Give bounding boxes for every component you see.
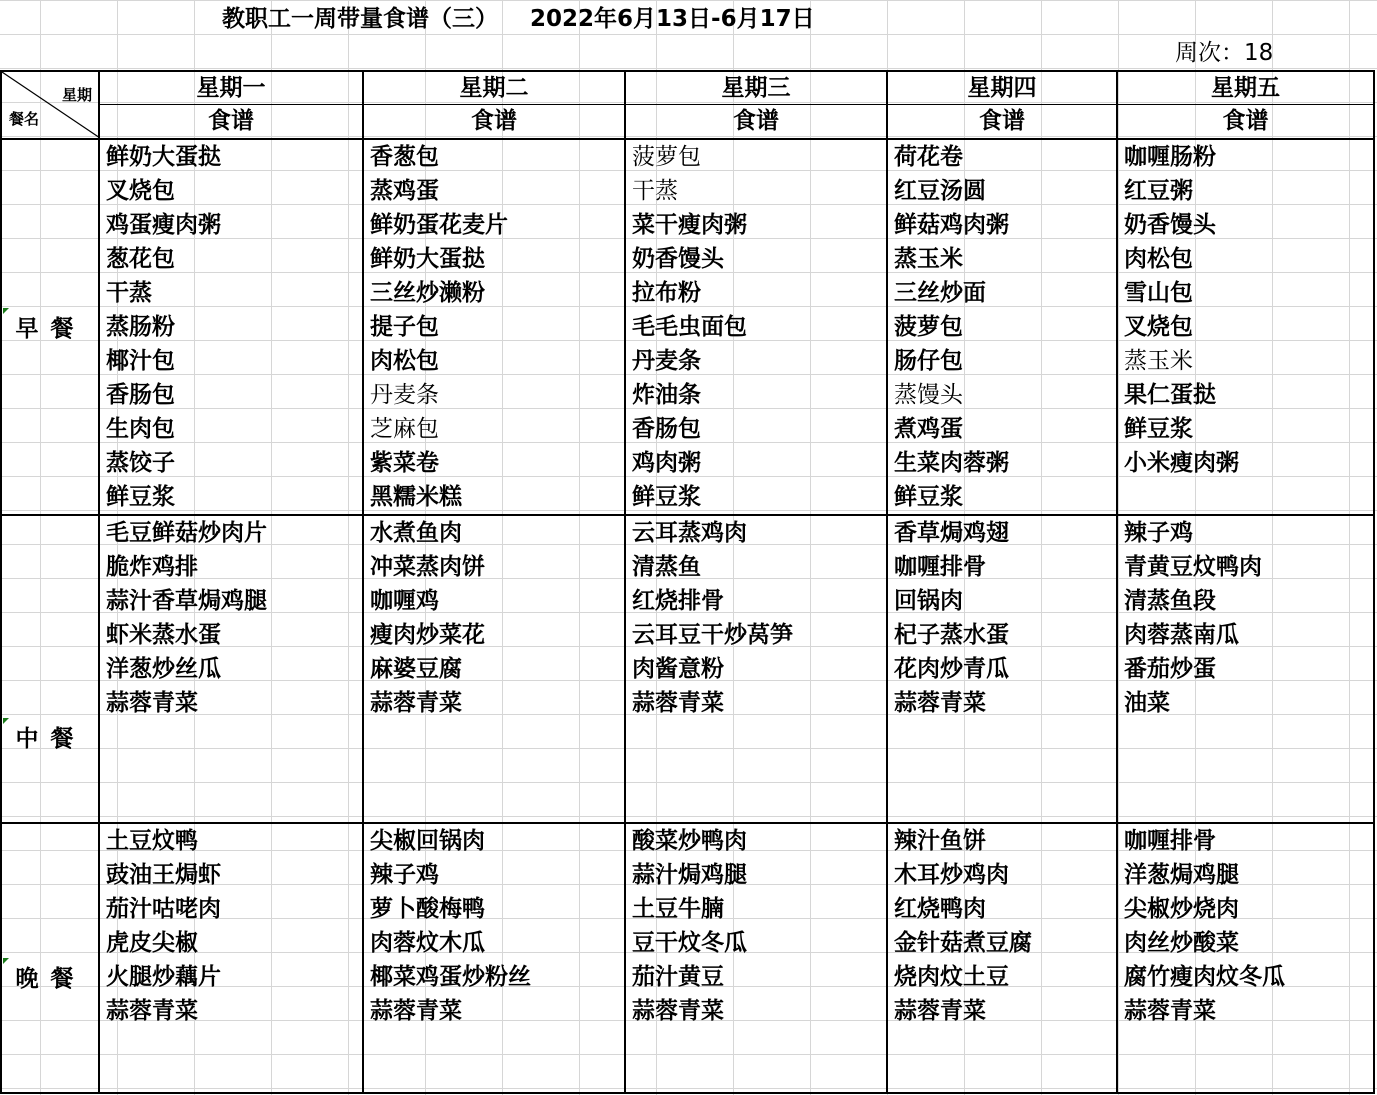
dish: 黑糯米糕 bbox=[370, 484, 462, 510]
dish: 萝卜酸梅鸭 bbox=[370, 896, 485, 922]
dish: 腐竹瘦肉炆冬瓜 bbox=[1124, 964, 1285, 990]
dish: 烧肉炆土豆 bbox=[894, 964, 1009, 990]
dish: 洋葱炒丝瓜 bbox=[106, 656, 221, 682]
recipe-label: 食谱 bbox=[1222, 108, 1269, 134]
dish: 尖椒回锅肉 bbox=[370, 828, 485, 854]
dish: 金针菇煮豆腐 bbox=[894, 930, 1032, 956]
dish: 生菜肉蓉粥 bbox=[894, 450, 1009, 476]
dish: 紫菜卷 bbox=[370, 450, 439, 476]
dish: 青黄豆炆鸭肉 bbox=[1124, 554, 1262, 580]
dish: 蒸鸡蛋 bbox=[370, 178, 439, 204]
dish: 毛豆鲜菇炒肉片 bbox=[106, 520, 267, 546]
dish: 蒸玉米 bbox=[1124, 348, 1193, 374]
meal-label-lunch: 中餐 bbox=[15, 726, 86, 752]
dish: 咖喱排骨 bbox=[894, 554, 986, 580]
dish: 红烧鸭肉 bbox=[894, 896, 986, 922]
dish: 奶香馒头 bbox=[1124, 212, 1216, 238]
corner-cell bbox=[1, 71, 99, 139]
dish: 尖椒炒烧肉 bbox=[1124, 896, 1239, 922]
dish: 回锅肉 bbox=[894, 588, 963, 614]
dish: 鲜奶大蛋挞 bbox=[370, 246, 485, 272]
lunch-thu bbox=[887, 515, 1117, 823]
lunch-tue bbox=[363, 515, 625, 823]
dinner-row bbox=[1, 823, 1374, 1093]
dish: 杞子蒸水蛋 bbox=[894, 622, 1009, 648]
dish: 蒜蓉青菜 bbox=[894, 690, 986, 716]
dish: 番茄炒蛋 bbox=[1124, 656, 1216, 682]
dish: 菠萝包 bbox=[632, 144, 701, 170]
breakfast-mon bbox=[99, 139, 363, 515]
dish: 雪山包 bbox=[1124, 280, 1193, 306]
dish: 生肉包 bbox=[106, 416, 175, 442]
day-header-tue bbox=[363, 71, 625, 139]
dish: 蒜蓉青菜 bbox=[370, 690, 462, 716]
dish: 鸡蛋瘦肉粥 bbox=[106, 212, 221, 238]
dish: 肉蓉炆木瓜 bbox=[370, 930, 485, 956]
dish: 椰汁包 bbox=[106, 348, 175, 374]
lunch-wed bbox=[625, 515, 887, 823]
meal-label-cell bbox=[1, 139, 99, 515]
dish: 蒜蓉青菜 bbox=[894, 998, 986, 1024]
dish: 土豆炆鸭 bbox=[106, 828, 198, 854]
dish: 鲜豆浆 bbox=[894, 484, 963, 510]
day-name: 星期三 bbox=[626, 72, 886, 105]
dish: 咖喱排骨 bbox=[1124, 828, 1216, 854]
dish: 香草焗鸡翅 bbox=[894, 520, 1009, 546]
dish: 清蒸鱼段 bbox=[1124, 588, 1216, 614]
dish: 辣子鸡 bbox=[1124, 520, 1193, 546]
dish: 脆炸鸡排 bbox=[106, 554, 198, 580]
dish: 毛毛虫面包 bbox=[632, 314, 747, 340]
dish: 蒜蓉青菜 bbox=[632, 690, 724, 716]
dish: 红豆粥 bbox=[1124, 178, 1193, 204]
dish: 冲菜蒸肉饼 bbox=[370, 554, 485, 580]
recipe-label: 食谱 bbox=[471, 108, 517, 134]
corner-meal-label: 餐名 bbox=[9, 110, 40, 128]
dish: 香肠包 bbox=[632, 416, 701, 442]
breakfast-tue bbox=[363, 139, 625, 515]
dish: 瘦肉炒菜花 bbox=[370, 622, 485, 648]
dish: 鲜奶大蛋挞 bbox=[106, 144, 221, 170]
dish: 煮鸡蛋 bbox=[894, 416, 963, 442]
dish: 肠仔包 bbox=[894, 348, 963, 374]
dish: 豉油王焗虾 bbox=[106, 862, 221, 888]
dish: 茄汁咕咾肉 bbox=[106, 896, 221, 922]
dish: 三丝炒面 bbox=[894, 280, 986, 306]
day-name: 星期一 bbox=[100, 72, 362, 105]
dish: 虾米蒸水蛋 bbox=[106, 622, 221, 648]
dinner-thu bbox=[887, 823, 1117, 1093]
dish: 蒜蓉青菜 bbox=[632, 998, 724, 1024]
dish: 肉酱意粉 bbox=[632, 656, 724, 682]
dish: 蒸玉米 bbox=[894, 246, 963, 272]
dish: 红豆汤圆 bbox=[894, 178, 986, 204]
dish: 叉烧包 bbox=[106, 178, 175, 204]
recipe-label: 食谱 bbox=[979, 108, 1025, 134]
day-name: 星期四 bbox=[888, 72, 1116, 105]
day-header-wed bbox=[625, 71, 887, 139]
dish: 椰菜鸡蛋炒粉丝 bbox=[370, 964, 531, 990]
dish: 云耳蒸鸡肉 bbox=[632, 520, 747, 546]
dish: 洋葱焗鸡腿 bbox=[1124, 862, 1239, 888]
dish: 红烧排骨 bbox=[632, 588, 724, 614]
day-name: 星期二 bbox=[364, 72, 624, 105]
recipe-label: 食谱 bbox=[733, 108, 779, 134]
meal-label-breakfast: 早餐 bbox=[15, 316, 86, 342]
breakfast-thu bbox=[887, 139, 1117, 515]
dish: 香葱包 bbox=[370, 144, 439, 170]
dish: 菠萝包 bbox=[894, 314, 963, 340]
dish: 拉布粉 bbox=[632, 280, 701, 306]
day-header-thu bbox=[887, 71, 1117, 139]
lunch-fri bbox=[1117, 515, 1374, 823]
dish: 蒸馒头 bbox=[894, 382, 963, 408]
dish: 清蒸鱼 bbox=[632, 554, 701, 580]
header-row bbox=[1, 71, 1374, 139]
dish: 葱花包 bbox=[106, 246, 175, 272]
dish: 干蒸 bbox=[632, 178, 678, 204]
dish: 蒜蓉青菜 bbox=[1124, 998, 1216, 1024]
dish: 香肠包 bbox=[106, 382, 175, 408]
dish: 炸油条 bbox=[632, 382, 701, 408]
day-name: 星期五 bbox=[1118, 72, 1373, 105]
dish: 芝麻包 bbox=[370, 416, 439, 442]
dish: 水煮鱼肉 bbox=[370, 520, 462, 546]
dish: 丹麦条 bbox=[632, 348, 701, 374]
dish: 鲜菇鸡肉粥 bbox=[894, 212, 1009, 238]
dish: 奶香馒头 bbox=[632, 246, 724, 272]
dish: 三丝炒濑粉 bbox=[370, 280, 485, 306]
dish: 丹麦条 bbox=[370, 382, 439, 408]
dish: 鲜豆浆 bbox=[106, 484, 175, 510]
lunch-mon bbox=[99, 515, 363, 823]
dish: 叉烧包 bbox=[1124, 314, 1193, 340]
day-header-mon bbox=[99, 71, 363, 139]
dish: 麻婆豆腐 bbox=[370, 656, 462, 682]
dish: 蒜汁焗鸡腿 bbox=[632, 862, 747, 888]
meal-label-cell bbox=[1, 823, 99, 1093]
dinner-mon bbox=[99, 823, 363, 1093]
dish: 油菜 bbox=[1124, 690, 1170, 716]
dish: 肉松包 bbox=[370, 348, 439, 374]
dish: 蒜汁香草焗鸡腿 bbox=[106, 588, 267, 614]
dish: 荷花卷 bbox=[894, 144, 963, 170]
meal-label-cell bbox=[1, 515, 99, 823]
dish: 肉松包 bbox=[1124, 246, 1193, 272]
dish: 云耳豆干炒莴笋 bbox=[632, 622, 793, 648]
dish: 鲜奶蛋花麦片 bbox=[370, 212, 508, 238]
meal-label-dinner: 晚餐 bbox=[15, 966, 86, 992]
dish: 蒜蓉青菜 bbox=[106, 998, 198, 1024]
dish: 土豆牛腩 bbox=[632, 896, 724, 922]
dish: 蒜蓉青菜 bbox=[106, 690, 198, 716]
dish: 菜干瘦肉粥 bbox=[632, 212, 747, 238]
dish: 虎皮尖椒 bbox=[106, 930, 198, 956]
dish: 辣子鸡 bbox=[370, 862, 439, 888]
lunch-row bbox=[1, 515, 1374, 823]
day-header-fri bbox=[1117, 71, 1374, 139]
dish: 肉蓉蒸南瓜 bbox=[1124, 622, 1239, 648]
dish: 咖喱肠粉 bbox=[1124, 144, 1216, 170]
page-title: 教职工一周带量食谱（三） 2022年6月13日-6月17日 bbox=[222, 6, 815, 32]
dish: 火腿炒藕片 bbox=[106, 964, 221, 990]
dish: 豆干炆冬瓜 bbox=[632, 930, 747, 956]
dish: 咖喱鸡 bbox=[370, 588, 439, 614]
dish: 蒜蓉青菜 bbox=[370, 998, 462, 1024]
breakfast-row bbox=[1, 139, 1374, 515]
dish: 茄汁黄豆 bbox=[632, 964, 724, 990]
breakfast-fri bbox=[1117, 139, 1374, 515]
dish: 果仁蛋挞 bbox=[1124, 382, 1216, 408]
dish: 酸菜炒鸭肉 bbox=[632, 828, 747, 854]
dish: 花肉炒青瓜 bbox=[894, 656, 1009, 682]
corner-day-label: 星期 bbox=[61, 86, 92, 104]
week-number: 周次：18 bbox=[1175, 40, 1274, 66]
dinner-wed bbox=[625, 823, 887, 1093]
dish: 干蒸 bbox=[106, 280, 152, 306]
recipe-label: 食谱 bbox=[208, 108, 254, 134]
breakfast-wed bbox=[625, 139, 887, 515]
dish: 提子包 bbox=[370, 314, 439, 340]
dish: 小米瘦肉粥 bbox=[1124, 450, 1239, 476]
dish: 肉丝炒酸菜 bbox=[1124, 930, 1239, 956]
menu-table bbox=[0, 70, 1375, 1094]
dish: 鲜豆浆 bbox=[632, 484, 701, 510]
dish: 木耳炒鸡肉 bbox=[894, 862, 1009, 888]
dish: 辣汁鱼饼 bbox=[894, 828, 986, 854]
dinner-fri bbox=[1117, 823, 1374, 1093]
dish: 鲜豆浆 bbox=[1124, 416, 1193, 442]
dish: 蒸肠粉 bbox=[106, 314, 175, 340]
dish: 鸡肉粥 bbox=[632, 450, 701, 476]
dinner-tue bbox=[363, 823, 625, 1093]
dish: 蒸饺子 bbox=[106, 450, 175, 476]
